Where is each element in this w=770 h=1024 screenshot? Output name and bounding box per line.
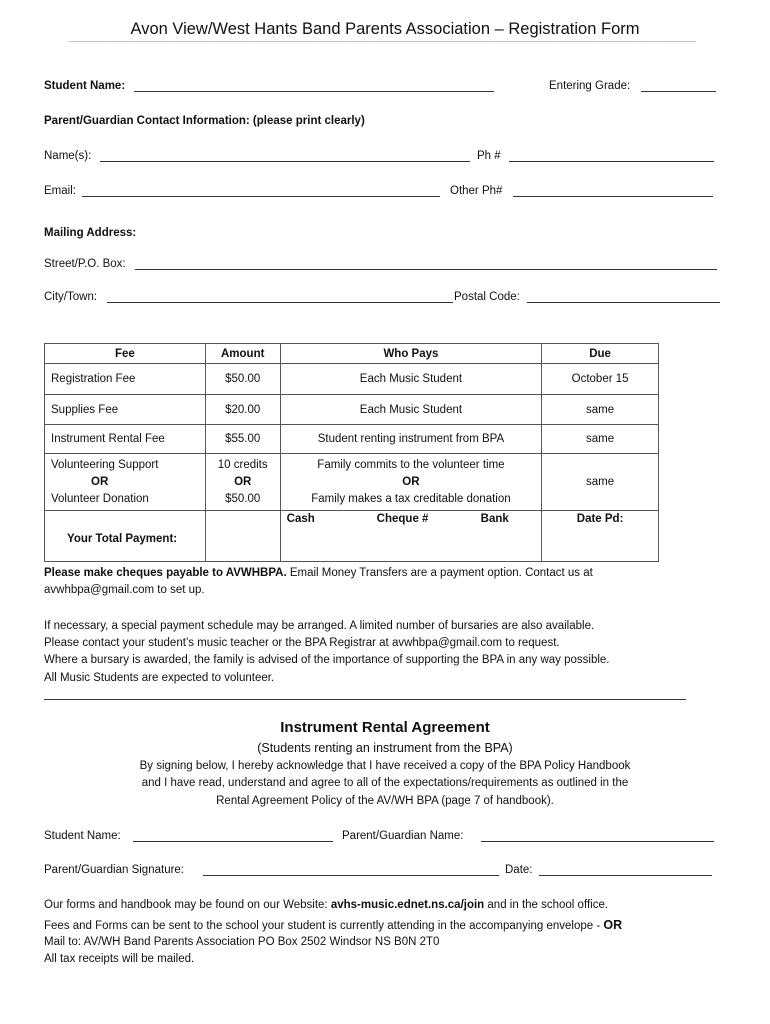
fee-cell: Instrument Rental Fee [45, 425, 206, 454]
who-pays-cell: Student renting instrument from BPA [280, 425, 542, 454]
other-phone-field[interactable] [513, 186, 713, 197]
date-field[interactable] [539, 865, 712, 876]
fee-cell [45, 454, 206, 511]
fee-header: Fee [45, 344, 206, 364]
or-text: OR [91, 475, 109, 488]
tax-receipts-note: All tax receipts will be mailed. [44, 953, 195, 965]
send-forms-line [44, 918, 622, 932]
mailing-heading: Mailing Address: [44, 227, 137, 239]
amount-cell [205, 454, 280, 511]
bursary-line: Please contact your student’s music teacher or the BPA Registrar at avwhbpa@gmail.com to request. [44, 637, 560, 649]
entering-grade-label: Entering Grade: [549, 80, 631, 92]
cash-label[interactable]: Cash [286, 513, 315, 525]
city-field[interactable] [107, 292, 453, 303]
rental-agreement-title: Instrument Rental Agreement [280, 719, 490, 736]
contact-heading: Parent/Guardian Contact Information: (please print clearly) [44, 115, 365, 127]
fee-cell: Supplies Fee [45, 395, 206, 425]
fees-header-row [45, 344, 659, 364]
payment-note-rest: Email Money Transfers are a payment option. Contact us at [286, 567, 593, 579]
tax-donation-text: Family makes a tax creditable donation [311, 492, 511, 505]
amount-cell: $50.00 [205, 364, 280, 395]
send-or-text: OR [603, 918, 623, 932]
who-pays-header: Who Pays [280, 344, 542, 364]
rental-text-line: and I have read, understand and agree to all of the expectations/requirements as outlined in the [141, 777, 629, 789]
phone-label: Ph # [477, 150, 501, 162]
donation-amount-text: $50.00 [225, 492, 261, 505]
amount-header: Amount [205, 344, 280, 364]
cheque-label[interactable]: Cheque # [376, 513, 429, 525]
payment-method-cell [280, 511, 542, 562]
due-header: Due [542, 344, 659, 364]
table-row [45, 425, 659, 454]
or-text: OR [402, 475, 420, 488]
rental-student-name-field[interactable] [133, 831, 333, 842]
volunteer-row [45, 454, 659, 511]
volunteer-donation-text: Volunteer Donation [51, 492, 149, 505]
website-post-text: and in the school office. [484, 899, 609, 911]
signature-field[interactable] [203, 865, 499, 876]
due-cell: October 15 [542, 364, 659, 395]
table-row [45, 395, 659, 425]
who-pays-cell [280, 454, 542, 511]
due-cell: same [542, 454, 659, 511]
bursary-line: If necessary, a special payment schedule may be arranged. A limited number of bursaries are also available. [44, 620, 595, 632]
section-divider [44, 699, 686, 700]
entering-grade-field[interactable] [641, 81, 716, 92]
postal-code-label: Postal Code: [454, 291, 520, 303]
website-line [44, 899, 608, 911]
due-cell: same [542, 425, 659, 454]
form-title: Avon View/West Hants Band Parents Association – Registration Form [130, 20, 640, 38]
street-label: Street/P.O. Box: [44, 258, 126, 270]
parent-name-field[interactable] [481, 831, 714, 842]
mail-address: Mail to: AV/WH Band Parents Association PO Box 2502 Windsor NS B0N 2T0 [44, 936, 440, 948]
fees-table [44, 343, 659, 562]
credits-text: 10 credits [217, 458, 268, 471]
total-payment-label: Your Total Payment: [45, 511, 206, 562]
amount-cell: $55.00 [205, 425, 280, 454]
postal-code-field[interactable] [527, 292, 720, 303]
payment-note-bold: Please make cheques payable to AVWHBPA. [44, 567, 287, 579]
rental-text-line: Rental Agreement Policy of the AV/WH BPA (page 7 of handbook). [216, 795, 554, 807]
email-field[interactable] [82, 186, 440, 197]
email-label: Email: [44, 185, 76, 197]
other-phone-label: Other Ph# [450, 185, 503, 197]
bursary-line: Where a bursary is awarded, the family is advised of the importance of supporting the BPA in any way possible. [44, 654, 610, 666]
student-name-label: Student Name: [44, 80, 126, 92]
total-row [45, 511, 659, 562]
names-label: Name(s): [44, 150, 92, 162]
fee-cell: Registration Fee [45, 364, 206, 395]
rental-text-line: By signing below, I hereby acknowledge that I have received a copy of the BPA Policy Handbook [139, 760, 631, 772]
signature-label: Parent/Guardian Signature: [44, 864, 185, 876]
names-field[interactable] [100, 151, 470, 162]
student-name-field[interactable] [134, 81, 494, 92]
due-cell: same [542, 395, 659, 425]
website-link[interactable]: avhs-music.ednet.ns.ca/join [330, 899, 485, 911]
who-pays-cell: Each Music Student [280, 395, 542, 425]
rental-agreement-subtitle: (Students renting an instrument from the BPA) [257, 741, 513, 755]
amount-cell: $20.00 [205, 395, 280, 425]
date-label: Date: [505, 864, 533, 876]
payment-note [44, 567, 593, 579]
bank-label[interactable]: Bank [480, 513, 509, 525]
bursary-line: All Music Students are expected to volunteer. [44, 672, 275, 684]
decorative-divider: ~~~~~~~~~~~~~~~~~~~~~~~~~~~~~~~~~~~~~~~~~~~~~~~~~~~~~~~~~~~~~~~~~~~~~~~~~~~~~~~~~~~~~~~~~~~~~~~~~~~~~~~~~~~~~~~~~~~~~~~~~~~~~~~~~~~~~~~~~~~~~~~~~~~~~~~~~~~~~~~~~~~~~~~~~~~~~~~ [68, 40, 696, 46]
total-amount-cell[interactable] [205, 511, 280, 562]
send-forms-text: Fees and Forms can be sent to the school your student is currently attending in the accompanying envelope - [44, 920, 604, 932]
city-label: City/Town: [44, 291, 98, 303]
volunteer-support-text: Volunteering Support [51, 458, 159, 471]
volunteer-time-text: Family commits to the volunteer time [317, 458, 505, 471]
who-pays-cell: Each Music Student [280, 364, 542, 395]
website-pre-text: Our forms and handbook may be found on our Website: [44, 899, 331, 911]
rental-student-name-label: Student Name: [44, 830, 121, 842]
payment-note-email: avwhbpa@gmail.com to set up. [44, 584, 205, 596]
table-row [45, 364, 659, 395]
or-text: OR [234, 475, 252, 488]
street-field[interactable] [135, 259, 717, 270]
date-paid-label: Date Pd: [542, 511, 659, 562]
phone-field[interactable] [509, 151, 714, 162]
parent-name-label: Parent/Guardian Name: [342, 830, 464, 842]
